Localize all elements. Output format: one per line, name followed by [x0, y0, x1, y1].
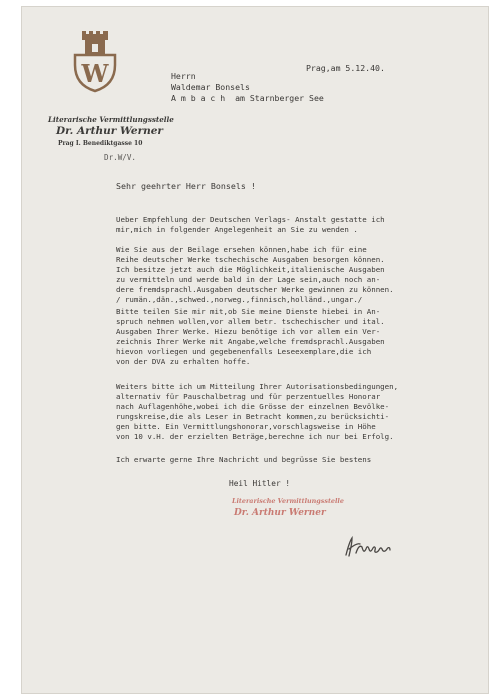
letterhead-name: Dr. Arthur Werner: [56, 125, 163, 137]
salutation: Sehr geehrter Herr Bonsels !: [116, 181, 256, 191]
stamp-name: Dr. Arthur Werner: [234, 508, 326, 518]
stamp-org: Literarische Vermittlungsstelle: [232, 497, 344, 505]
reference-code: Dr.W/V.: [104, 153, 137, 162]
logo-letter: W: [81, 59, 109, 88]
recipient-line-1: Herrn: [171, 71, 196, 81]
recipient-line-3: A m b a c h am Starnberger See: [171, 93, 324, 103]
paragraph-5: Ich erwarte gerne Ihre Nachricht und begrüsse Sie bestens: [116, 455, 372, 464]
paragraph-1: Ueber Empfehlung der Deutschen Verlags- Anstalt gestatte ich mir,mich in folgender Angelegenheit an Sie zu wenden .: [116, 215, 385, 234]
paragraph-2: Wie Sie aus der Beilage ersehen können,habe ich für eine Reihe deutscher Werke tschechische Ausgaben besorgen können. Ich besitze jetzt auch die Möglichkeit,italienische Ausgaben zu vermitteln und werde bald in der Lage sein,auch noch an- dere fremdsprachl.Ausgaben deutscher Werke gewinnen zu können. / rumän.,dän.,schwed.,norweg.,finnisch,holländ.,ungar./: [116, 245, 394, 304]
letter-sheet: [21, 6, 489, 694]
letterhead-address: Prag I. Benediktgasse 10: [58, 140, 143, 147]
closing: Heil Hitler !: [229, 479, 291, 488]
handwritten-signature: [340, 535, 400, 559]
castle-logo-icon: [69, 29, 121, 93]
letter-date: Prag,am 5.12.40.: [306, 63, 385, 73]
paragraph-3: Bitte teilen Sie mir mit,ob Sie meine Dienste hiebei in An- spruch nehmen wollen,vor allem betr. tschechischer und ital. Ausgaben Ihrer Werke. Hiezu benötige ich vor allem ein Ver- zeichnis Ihrer Werke mit Angabe,welche fremdsprachl.Ausgaben hievon vorliegen und gegebenenfalls Leseexemplare,die ich von der DVA zu erhalten hoffe.: [116, 307, 385, 366]
recipient-line-2: Waldemar Bonsels: [171, 82, 250, 92]
letterhead-org: Literarische Vermittlungsstelle: [48, 115, 174, 124]
paragraph-4: Weiters bitte ich um Mitteilung Ihrer Autorisationsbedingungen, alternativ für Pauschalbetrag und für perzentuelles Honorar nach Auflagenhöhe,wobei ich die Grösse der einzelnen Bevölke- rungskreise,die als Leser in Betracht kommen,zu berücksichti- gen bitte. Ein Vermittlungshonorar,vorschlagsweise in Höhe von 10 v.H. der erzielten Beträge,berechne ich nur bei Erfolg.: [116, 382, 399, 441]
